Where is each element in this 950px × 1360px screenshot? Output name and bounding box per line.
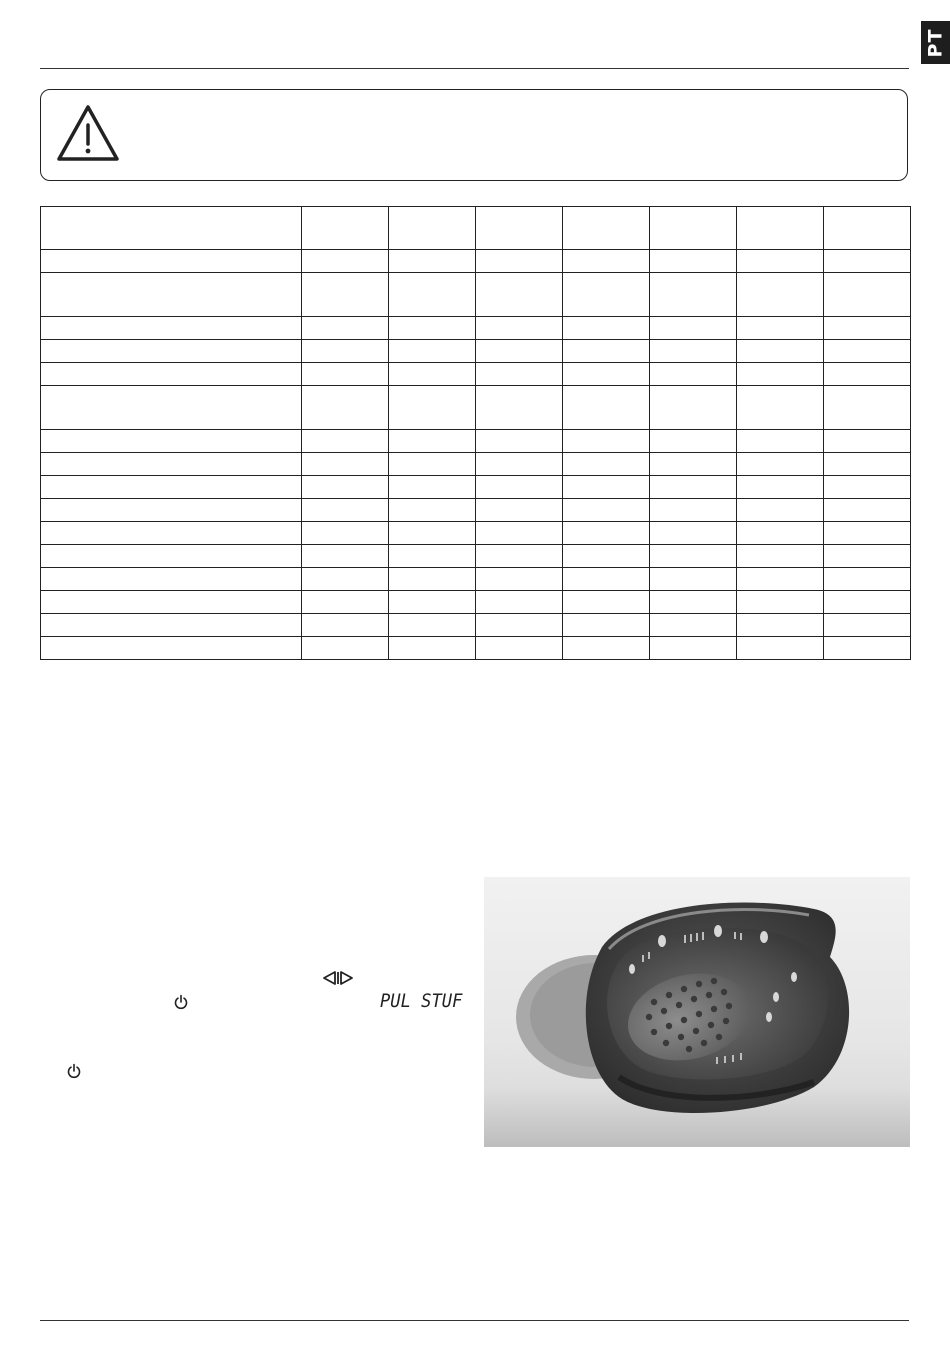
table-row-label-cell (41, 522, 302, 545)
table-row (41, 430, 911, 453)
table-value-cell (563, 545, 650, 568)
table-value-cell (737, 545, 824, 568)
table-value-cell (824, 430, 911, 453)
table-value-cell (824, 568, 911, 591)
table-value-cell (650, 430, 737, 453)
table-row-label-cell (41, 340, 302, 363)
table-value-cell (824, 522, 911, 545)
table-value-cell (389, 499, 476, 522)
table-value-cell (650, 476, 737, 499)
table-value-cell (389, 476, 476, 499)
table-value-cell (389, 591, 476, 614)
table-row-label-cell (41, 591, 302, 614)
table-value-cell (302, 545, 389, 568)
table-row-label-cell (41, 317, 302, 340)
table-value-cell (737, 363, 824, 386)
language-tab (921, 21, 950, 64)
table-value-cell (737, 499, 824, 522)
brazier-basket-image (484, 877, 910, 1147)
table-row-label-cell (41, 207, 302, 250)
table-value-cell (476, 476, 563, 499)
table-row (41, 207, 911, 250)
table-value-cell (563, 430, 650, 453)
spec-table (40, 206, 911, 660)
language-tab-label: PT (924, 28, 947, 57)
table-value-cell (824, 476, 911, 499)
table-row (41, 250, 911, 273)
table-row (41, 340, 911, 363)
table-value-cell (824, 386, 911, 430)
table-row-label-cell (41, 273, 302, 317)
table-value-cell (302, 273, 389, 317)
table-value-cell (476, 637, 563, 660)
table-row (41, 545, 911, 568)
table-value-cell (650, 568, 737, 591)
table-value-cell (476, 545, 563, 568)
table-row (41, 522, 911, 545)
table-value-cell (302, 568, 389, 591)
table-row (41, 273, 911, 317)
table-row (41, 499, 911, 522)
table-value-cell (476, 317, 563, 340)
table-value-cell (476, 273, 563, 317)
table-value-cell (476, 430, 563, 453)
table-value-cell (476, 568, 563, 591)
table-value-cell (389, 522, 476, 545)
table-value-cell (737, 637, 824, 660)
table-value-cell (737, 522, 824, 545)
table-value-cell (824, 363, 911, 386)
table-row (41, 476, 911, 499)
table-value-cell (389, 568, 476, 591)
table-value-cell (650, 614, 737, 637)
table-value-cell (824, 340, 911, 363)
table-value-cell (737, 614, 824, 637)
table-value-cell (476, 250, 563, 273)
table-value-cell (737, 340, 824, 363)
table-value-cell (302, 453, 389, 476)
table-value-cell (824, 207, 911, 250)
table-value-cell (650, 363, 737, 386)
table-row-label-cell (41, 250, 302, 273)
table-row-label-cell (41, 386, 302, 430)
table-value-cell (302, 430, 389, 453)
table-row-label-cell (41, 637, 302, 660)
table-value-cell (824, 499, 911, 522)
table-value-cell (737, 273, 824, 317)
table-value-cell (476, 363, 563, 386)
table-value-cell (824, 273, 911, 317)
table-value-cell (824, 317, 911, 340)
footer-divider (40, 1320, 909, 1321)
table-value-cell (389, 340, 476, 363)
table-value-cell (563, 363, 650, 386)
header-divider (40, 68, 909, 69)
spec-table-body (41, 207, 911, 660)
table-value-cell (737, 317, 824, 340)
table-value-cell (302, 614, 389, 637)
table-row (41, 568, 911, 591)
table-value-cell (389, 250, 476, 273)
table-row (41, 386, 911, 430)
table-value-cell (389, 317, 476, 340)
table-value-cell (824, 453, 911, 476)
table-value-cell (389, 386, 476, 430)
table-value-cell (302, 499, 389, 522)
table-row-label-cell (41, 568, 302, 591)
table-row-label-cell (41, 363, 302, 386)
table-value-cell (737, 430, 824, 453)
table-value-cell (737, 591, 824, 614)
table-value-cell (563, 340, 650, 363)
table-value-cell (650, 522, 737, 545)
table-value-cell (650, 386, 737, 430)
warning-triangle-icon (56, 104, 120, 162)
table-value-cell (563, 522, 650, 545)
table-value-cell (389, 453, 476, 476)
table-value-cell (650, 250, 737, 273)
table-value-cell (737, 568, 824, 591)
table-value-cell (824, 591, 911, 614)
table-value-cell (476, 522, 563, 545)
table-value-cell (824, 545, 911, 568)
table-value-cell (563, 614, 650, 637)
table-row (41, 591, 911, 614)
table-value-cell (650, 545, 737, 568)
table-value-cell (650, 317, 737, 340)
table-value-cell (650, 453, 737, 476)
table-value-cell (650, 591, 737, 614)
table-value-cell (563, 591, 650, 614)
table-value-cell (302, 476, 389, 499)
table-value-cell (302, 317, 389, 340)
table-value-cell (389, 637, 476, 660)
table-value-cell (302, 340, 389, 363)
table-value-cell (476, 614, 563, 637)
table-row-label-cell (41, 614, 302, 637)
table-value-cell (737, 386, 824, 430)
table-value-cell (389, 430, 476, 453)
left-right-arrows-icon (322, 971, 354, 985)
power-icon (66, 1063, 82, 1079)
table-row-label-cell (41, 453, 302, 476)
table-row (41, 317, 911, 340)
table-value-cell (476, 591, 563, 614)
table-row (41, 453, 911, 476)
table-row-label-cell (41, 499, 302, 522)
table-value-cell (563, 273, 650, 317)
table-value-cell (563, 637, 650, 660)
table-row (41, 614, 911, 637)
table-row (41, 637, 911, 660)
table-value-cell (737, 207, 824, 250)
table-value-cell (476, 340, 563, 363)
table-value-cell (389, 614, 476, 637)
table-value-cell (389, 363, 476, 386)
table-value-cell (302, 591, 389, 614)
table-value-cell (650, 207, 737, 250)
table-value-cell (563, 499, 650, 522)
warning-box (40, 89, 908, 181)
table-value-cell (302, 522, 389, 545)
table-value-cell (302, 363, 389, 386)
table-value-cell (302, 250, 389, 273)
table-value-cell (476, 386, 563, 430)
table-value-cell (389, 207, 476, 250)
table-value-cell (302, 637, 389, 660)
table-value-cell (824, 614, 911, 637)
table-value-cell (650, 637, 737, 660)
table-value-cell (302, 207, 389, 250)
display-readout: PUL STUF (380, 990, 463, 1012)
table-value-cell (563, 317, 650, 340)
table-row-label-cell (41, 476, 302, 499)
table-value-cell (824, 250, 911, 273)
table-value-cell (302, 386, 389, 430)
table-value-cell (389, 545, 476, 568)
table-value-cell (650, 499, 737, 522)
table-value-cell (563, 453, 650, 476)
table-value-cell (476, 207, 563, 250)
table-value-cell (476, 499, 563, 522)
table-value-cell (737, 476, 824, 499)
table-value-cell (476, 453, 563, 476)
table-value-cell (563, 386, 650, 430)
table-value-cell (563, 250, 650, 273)
table-row (41, 363, 911, 386)
table-value-cell (737, 250, 824, 273)
table-value-cell (650, 273, 737, 317)
table-value-cell (563, 207, 650, 250)
table-value-cell (563, 476, 650, 499)
table-value-cell (563, 568, 650, 591)
table-row-label-cell (41, 430, 302, 453)
table-value-cell (650, 340, 737, 363)
table-value-cell (389, 273, 476, 317)
power-icon (173, 994, 189, 1010)
table-value-cell (737, 453, 824, 476)
table-row-label-cell (41, 545, 302, 568)
table-value-cell (824, 637, 911, 660)
